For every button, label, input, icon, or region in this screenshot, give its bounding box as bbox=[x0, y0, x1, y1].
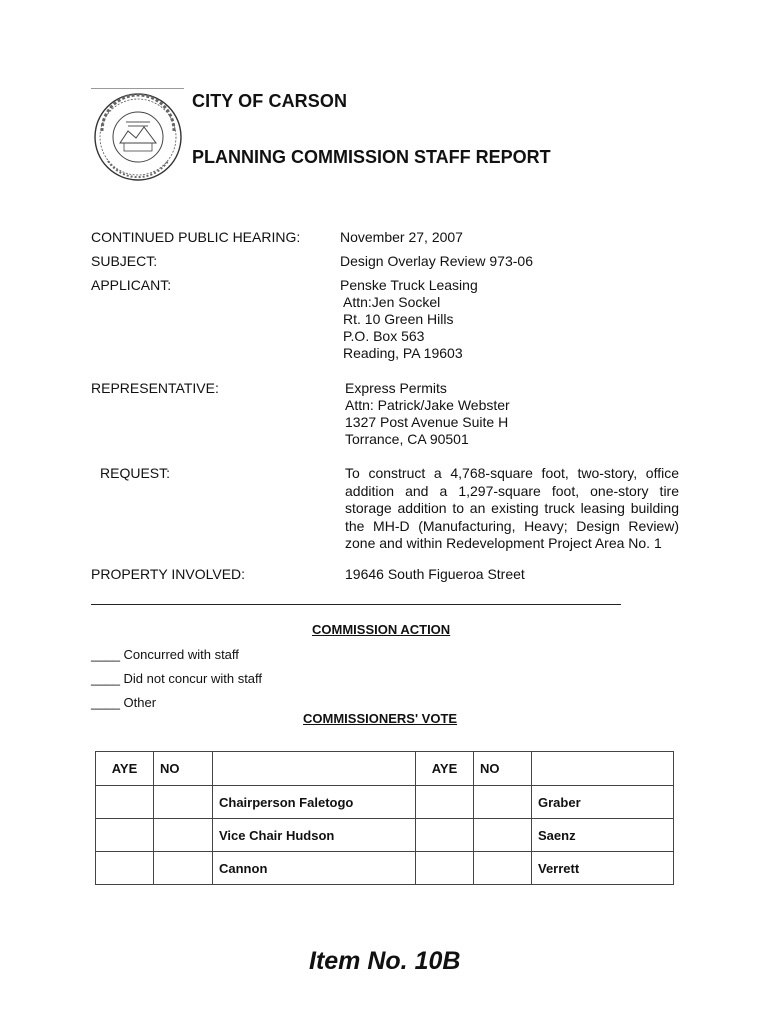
no-cell bbox=[154, 819, 213, 852]
item-number: Item No. 10B bbox=[309, 947, 461, 975]
table-header-row bbox=[96, 752, 674, 786]
table-row bbox=[96, 852, 674, 885]
property-label: PROPERTY INVOLVED: bbox=[91, 566, 246, 582]
commissioner-name: Vice Chair Hudson bbox=[213, 819, 416, 852]
applicant-line: Rt. 10 Green Hills bbox=[343, 311, 454, 327]
col-no: NO bbox=[154, 752, 213, 786]
applicant-label: APPLICANT: bbox=[91, 277, 172, 293]
representative-line: Torrance, CA 90501 bbox=[345, 431, 469, 447]
request-value: To construct a 4,768-square foot, two-story, office addition and a 1,297-square foot, one-story tire storage addition to an existing truck leasing building the MH-D (Manufacturing, Heavy; Design Review) zone and within Redevelopment Project Area No. 1 bbox=[345, 465, 679, 551]
commissioner-name: Graber bbox=[532, 786, 674, 819]
representative-value bbox=[345, 380, 510, 448]
col-aye: AYE bbox=[96, 752, 154, 786]
col-name bbox=[532, 752, 674, 786]
table-row bbox=[96, 786, 674, 819]
commissioner-name: Cannon bbox=[213, 852, 416, 885]
representative-label: REPRESENTATIVE: bbox=[91, 380, 219, 396]
aye-cell bbox=[96, 786, 154, 819]
representative-line: Express Permits bbox=[345, 380, 447, 396]
applicant-value bbox=[340, 277, 478, 362]
section-divider bbox=[91, 604, 621, 605]
applicant-line: P.O. Box 563 bbox=[343, 328, 425, 344]
applicant-line: Penske Truck Leasing bbox=[340, 277, 478, 293]
aye-cell bbox=[416, 852, 474, 885]
request-label: REQUEST: bbox=[100, 465, 171, 481]
no-cell bbox=[474, 852, 532, 885]
vote-table bbox=[95, 751, 674, 885]
aye-cell bbox=[416, 819, 474, 852]
col-no: NO bbox=[474, 752, 532, 786]
city-title: CITY OF CARSON bbox=[192, 91, 348, 111]
aye-cell bbox=[416, 786, 474, 819]
commissioners-vote-heading: COMMISSIONERS' VOTE bbox=[303, 711, 458, 726]
no-cell bbox=[154, 852, 213, 885]
applicant-line: Reading, PA 19603 bbox=[343, 345, 463, 361]
property-value: 19646 South Figueroa Street bbox=[345, 566, 525, 582]
no-cell bbox=[474, 819, 532, 852]
commissioner-name: Saenz bbox=[532, 819, 674, 852]
action-option-not-concur: ____ Did not concur with staff bbox=[91, 671, 263, 686]
applicant-line: Attn:Jen Sockel bbox=[343, 294, 441, 310]
action-option-concurred: ____ Concurred with staff bbox=[91, 647, 239, 662]
city-seal-icon bbox=[90, 91, 186, 183]
no-cell bbox=[154, 786, 213, 819]
table-row bbox=[96, 819, 674, 852]
representative-line: 1327 Post Avenue Suite H bbox=[345, 414, 509, 430]
hearing-label: CONTINUED PUBLIC HEARING: bbox=[91, 229, 301, 245]
subject-label: SUBJECT: bbox=[91, 253, 158, 269]
action-option-other: ____ Other bbox=[91, 695, 157, 710]
no-cell bbox=[474, 786, 532, 819]
report-title: PLANNING COMMISSION STAFF REPORT bbox=[192, 147, 551, 167]
subject-value: Design Overlay Review 973-06 bbox=[340, 253, 533, 269]
commissioner-name: Verrett bbox=[532, 852, 674, 885]
commission-action-heading: COMMISSION ACTION bbox=[312, 622, 451, 637]
commissioner-name: Chairperson Faletogo bbox=[213, 786, 416, 819]
aye-cell bbox=[96, 819, 154, 852]
col-name bbox=[213, 752, 416, 786]
hearing-value: November 27, 2007 bbox=[340, 229, 463, 245]
representative-line: Attn: Patrick/Jake Webster bbox=[345, 397, 510, 413]
aye-cell bbox=[96, 852, 154, 885]
col-aye: AYE bbox=[416, 752, 474, 786]
seal-divider bbox=[91, 88, 184, 89]
